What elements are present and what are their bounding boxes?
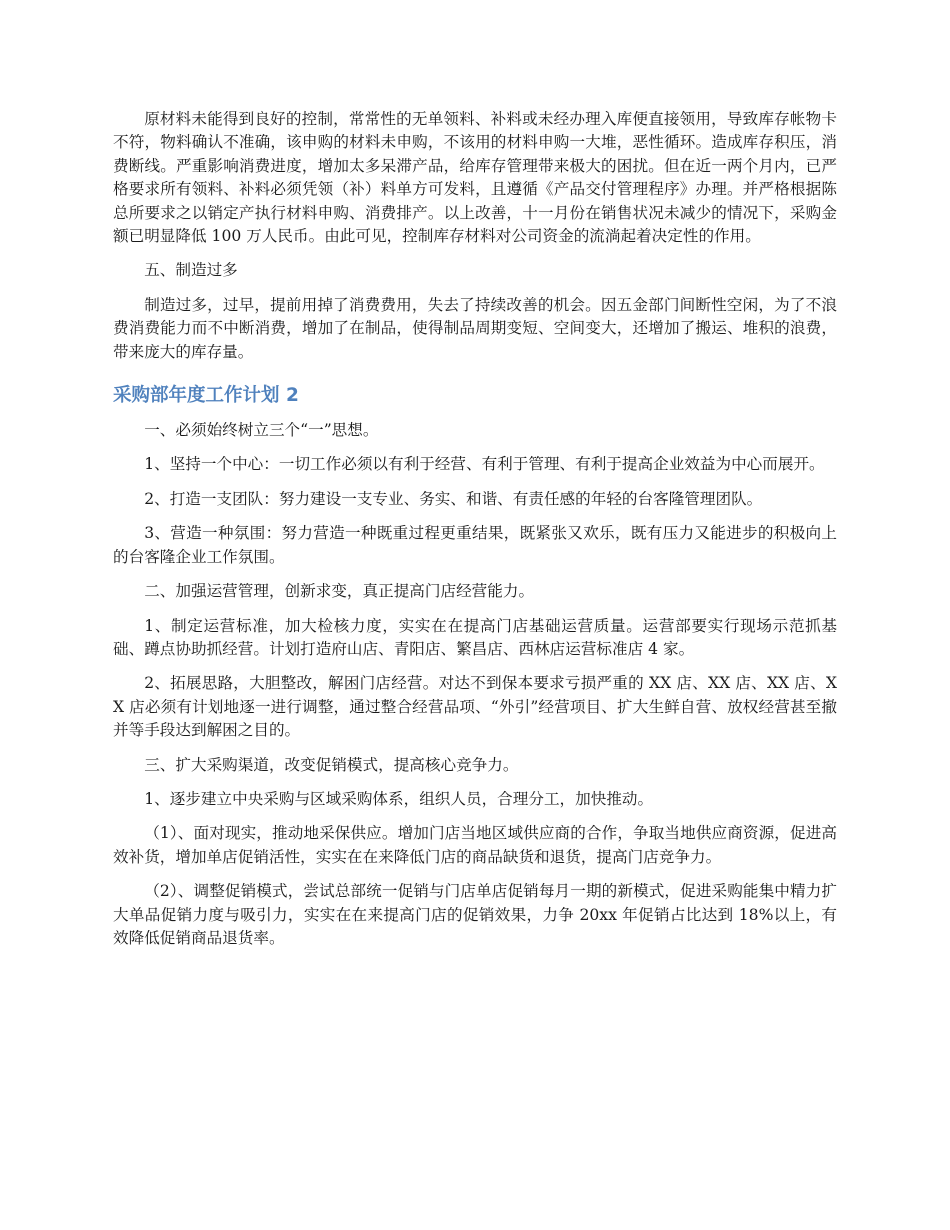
paragraph-local-supply: （1）、面对现实，推动地采保供应。增加门店当地区域供应商的合作，争取当地供应商资源，促进高效补货，增加单店促销活性，实实在在来降低门店的商品缺货和退货，提高门店竞争力。	[113, 824, 837, 866]
paragraph-three-ideas: 一、必须始终树立三个“一”思想。	[144, 421, 379, 440]
paragraph-one-team: 2、打造一支团队：努力建设一支专业、务实、和谐、有责任感的年轻的台客隆管理团队。	[144, 489, 763, 508]
paragraph-purchasing-heading: 三、扩大采购渠道，改变促销模式，提高核心竞争力。	[144, 755, 519, 774]
paragraph-raw-materials: 原材料未能得到良好的控制，常常性的无单领料、补料或未经办理入库便直接领用，导致库存帐物卡不符，物料确认不准确，该申购的材料未申购，不该用的材料申购一大堆，恶性循环。造成库存积压，消费断线。严重影响消费进度，增加太多呆滞产品，给库存管理带来极大的困扰。但在近一两个月内，已严格要求所有领料、补料必须凭领（补）料单方可发料，且遵循《产品交付管理程序》办理。并严格根据陈总所要求之以销定产执行材料申购、消费排产。以上改善，十一月份在销售状况未减少的情况下，采购金额已明显降低 100 万人民币。由此可见，控制库存材料对公司资金的流淌起着决定性的作用。	[113, 110, 837, 246]
paragraph-store-adjustment: 2、拓展思路，大胆整改，解困门店经营。对达不到保本要求亏损严重的 XX 店、XX 店、XX 店、XX 店必须有计划地逐一进行调整，通过整合经营品项、“外引”经营项目、扩大生鲜自营、放权经营甚至撤并等手段达到解困之目的。	[113, 674, 837, 740]
paragraph-heading-overproduction: 五、制造过多	[144, 261, 238, 280]
paragraph-promotion-mode: （2）、调整促销模式，尝试总部统一促销与门店单店促销每月一期的新模式，促进采购能集中精力扩大单品促销力度与吸引力，实实在在来提高门店的促销效果，力争 20xx 年促销占比达到 18%以上，有效降低促销商品退货率。	[113, 882, 837, 947]
document-page	[113, 108, 837, 961]
paragraph-central-purchasing: 1、逐步建立中央采购与区域采购体系，组织人员，合理分工，加快推动。	[144, 789, 654, 808]
paragraph-overproduction: 制造过多，过早，提前用掉了消费费用，失去了持续改善的机会。因五金部门间断性空闲，为了不浪费消费能力而不中断消费，增加了在制品，使得制品周期变短、空间变大，还增加了搬运、堆积的浪费，带来庞大的库存量。	[113, 295, 837, 361]
paragraph-one-atmosphere: 3、营造一种氛围：努力营造一种既重过程更重结果，既紧张又欢乐，既有压力又能进步的积极向上的台客隆企业工作氛围。	[113, 524, 837, 566]
paragraph-one-center: 1、坚持一个中心：一切工作必须以有利于经营、有利于管理、有利于提高企业效益为中心而展开。	[144, 455, 825, 474]
section-heading: 采购部年度工作计划 2	[113, 385, 299, 407]
paragraph-operation-standards: 1、制定运营标准，加大检核力度，实实在在提高门店基础运营质量。运营部要实行现场示范抓基础、蹲点协助抓经营。计划打造府山店、青阳店、繁昌店、西林店运营标准店 4 家。	[113, 616, 837, 658]
paragraph-operations-heading: 二、加强运营管理，创新求变，真正提高门店经营能力。	[144, 582, 535, 601]
